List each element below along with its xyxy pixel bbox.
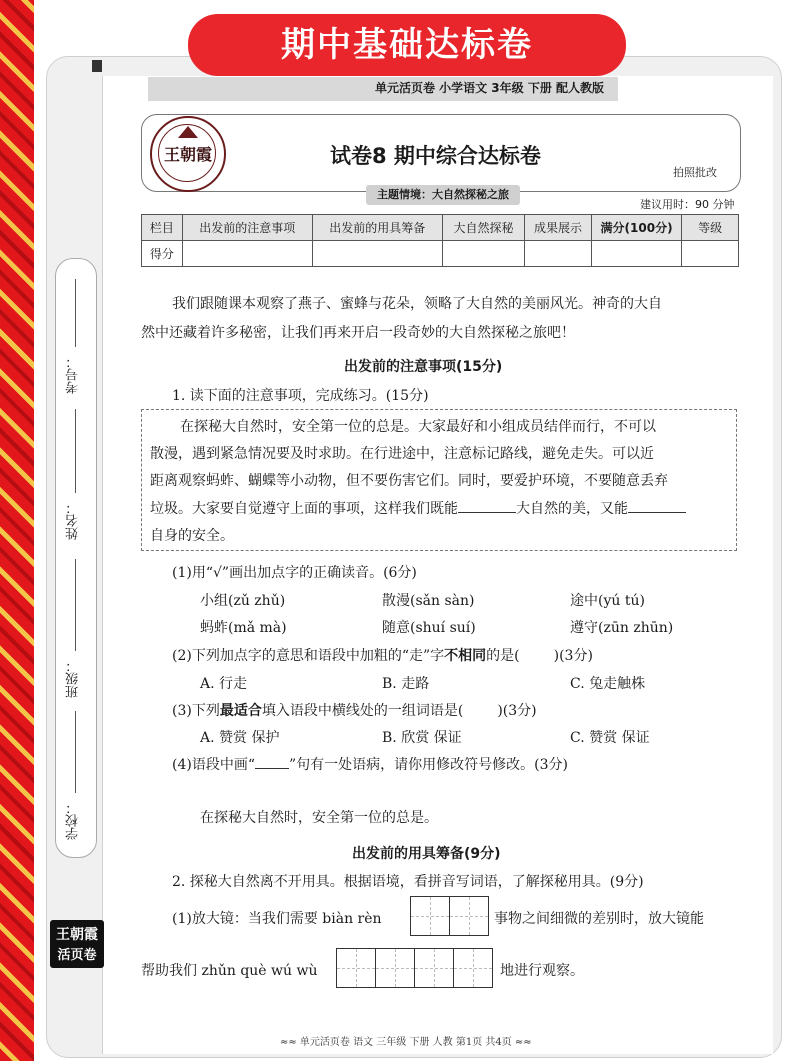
pinyin-option[interactable]: 蚂蚱(mǎ mà) xyxy=(200,620,287,636)
exam-number-label: 考号： xyxy=(66,355,81,394)
question-text: (4)语段中画“ xyxy=(172,757,255,773)
question-text: (1)放大镜：当我们需要 biàn rèn xyxy=(172,911,382,927)
binding-mark xyxy=(92,60,102,72)
pinyin-option[interactable]: 散漫(sǎn sàn) xyxy=(382,593,475,609)
logo-seal xyxy=(150,116,226,192)
exam-number-field[interactable] xyxy=(75,279,76,347)
table-cell: 大自然探秘 xyxy=(442,215,524,241)
score-input[interactable] xyxy=(682,241,739,267)
score-table xyxy=(141,214,739,267)
table-cell: 成果展示 xyxy=(525,215,592,241)
score-input[interactable] xyxy=(591,241,682,267)
question-emphasis: 最适合 xyxy=(219,703,262,719)
question-text: 地进行观察。 xyxy=(500,963,584,979)
writing-grid[interactable] xyxy=(410,896,489,936)
sentence-to-correct[interactable]: 在探秘大自然时，安全第一位的总是。 xyxy=(200,810,438,826)
intro-line: 然中还藏着许多秘密，让我们再来开启一段奇妙的大自然探秘之旅吧！ xyxy=(141,325,575,341)
score-input[interactable] xyxy=(182,241,312,267)
question-text: ”句有一处语病，请你用修改符号修改。(3分) xyxy=(289,757,568,773)
qr-label: 拍照批改 xyxy=(673,166,717,179)
question-text: 事物之间细微的差别时，放大镜能 xyxy=(494,911,704,927)
table-row xyxy=(142,215,739,241)
pinyin-option[interactable]: 小组(zǔ zhǔ) xyxy=(200,593,286,609)
question xyxy=(172,700,537,720)
choice-option[interactable]: C. 兔走触株 xyxy=(570,676,646,692)
answer-blank[interactable] xyxy=(458,512,516,513)
brand-badge xyxy=(50,920,104,968)
decorative-ribbon xyxy=(0,0,34,1061)
table-cell: 栏目 xyxy=(142,215,183,241)
question: (1)用“√”画出加点字的正确读音。(6分) xyxy=(172,565,417,581)
name-label: 姓名： xyxy=(66,501,81,540)
passage-line: 自身的安全。 xyxy=(150,528,234,544)
school-label: 学校： xyxy=(66,801,81,840)
passage-line: 在探秘大自然时，安全第一位的总是。大家最好和小组成员结伴而行，不可以 xyxy=(180,419,656,435)
answer-blank[interactable] xyxy=(628,512,686,513)
question: 1. 读下面的注意事项，完成练习。(15分) xyxy=(172,388,429,404)
choice-option[interactable]: A. 行走 xyxy=(200,676,248,692)
table-cell: 出发前的注意事项 xyxy=(182,215,312,241)
question xyxy=(172,645,593,665)
time-suggestion: 建议用时：90 分钟 xyxy=(640,198,735,211)
passage-line: 距离观察蚂蚱、蝴蝶等小动物，但不要伤害它们。同时，要爱护环境，不要随意丢弃 xyxy=(150,473,668,489)
brand-text: 王朝霞 xyxy=(56,927,98,943)
table-cell: 出发前的用具筹备 xyxy=(312,215,442,241)
name-field[interactable] xyxy=(75,409,76,493)
intro-line: 我们跟随课本观察了燕子、蜜蜂与花朵，领略了大自然的美丽风光。神奇的大自 xyxy=(172,296,662,312)
table-cell: 满分(100分) xyxy=(591,215,682,241)
logo-text: 王朝霞 xyxy=(163,145,212,164)
student-info-strip xyxy=(55,258,97,858)
question-text: 的是( xyxy=(486,648,520,664)
theme-badge: 主题情境：大自然探秘之旅 xyxy=(366,185,520,205)
score-input[interactable] xyxy=(525,241,592,267)
score-input[interactable] xyxy=(442,241,524,267)
brand-text: 活页卷 xyxy=(57,948,97,963)
pinyin-option[interactable]: 途中(yú tú) xyxy=(570,593,645,609)
passage-text: 大自然的美，又能 xyxy=(516,501,628,517)
question-emphasis: 不相同 xyxy=(444,648,487,664)
question-text: (2)下列加点字的意思和语段中加粗的“走”字 xyxy=(172,648,445,664)
table-cell: 得分 xyxy=(142,241,183,267)
question-text: 填入语段中横线处的一组词语是( xyxy=(261,703,464,719)
writing-grid[interactable] xyxy=(336,948,493,988)
page-footer: ≈≈ 单元活页卷 语文 三年级 下册 人教 第1页 共4页 ≈≈ xyxy=(280,1037,532,1048)
table-row xyxy=(142,241,739,267)
question-text: )(3分) xyxy=(497,703,537,719)
table-cell: 等级 xyxy=(682,215,739,241)
passage-line xyxy=(150,498,686,518)
question-text: (3)下列 xyxy=(172,703,220,719)
choice-option[interactable]: B. 欣赏 保证 xyxy=(382,730,462,746)
pinyin-option[interactable]: 遵守(zūn zhūn) xyxy=(570,620,674,636)
class-label: 班级： xyxy=(66,659,81,698)
class-field[interactable] xyxy=(75,559,76,651)
section-title: 出发前的注意事项(15分) xyxy=(344,359,503,375)
choice-option[interactable]: A. 赞赏 保护 xyxy=(200,730,280,746)
school-field[interactable] xyxy=(75,711,76,793)
choice-option[interactable]: B. 走路 xyxy=(382,676,430,692)
page-title: 试卷8 期中综合达标卷 xyxy=(330,144,541,168)
passage-line: 散漫，遇到紧急情况要及时求助。在行进途中，注意标记路线，避免走失。可以近 xyxy=(150,446,654,462)
question xyxy=(172,754,568,774)
question-text: )(3分) xyxy=(553,648,593,664)
passage-text: 垃圾。大家要自觉遵守上面的事项，这样我们既能 xyxy=(150,501,458,517)
choice-option[interactable]: C. 赞赏 保证 xyxy=(570,730,650,746)
score-input[interactable] xyxy=(312,241,442,267)
section-title: 出发前的用具筹备(9分) xyxy=(352,846,501,862)
banner-title: 期中基础达标卷 xyxy=(188,14,626,76)
question: 2. 探秘大自然离不开用具。根据语境，看拼音写词语，了解探秘用具。(9分) xyxy=(172,874,644,890)
subhead: 单元活页卷 小学语文 3年级 下册 配人教版 xyxy=(148,77,618,101)
underline-sample xyxy=(255,768,289,769)
pinyin-option[interactable]: 随意(shuí suí) xyxy=(382,620,476,636)
question-text: 帮助我们 zhǔn què wú wù xyxy=(141,963,318,979)
